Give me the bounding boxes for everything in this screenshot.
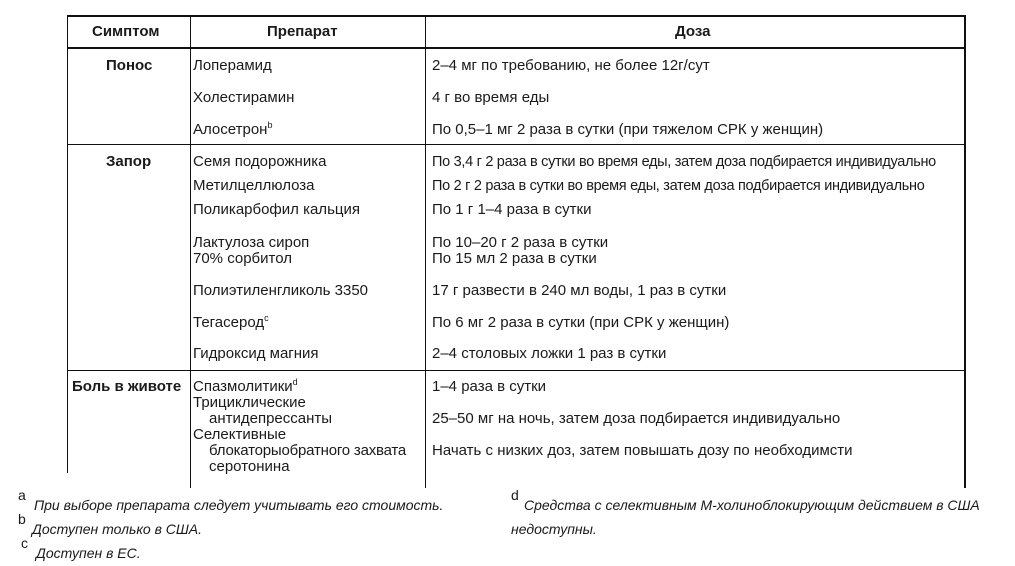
- drug-magnesium-hydroxide: Гидроксид магния: [193, 345, 319, 362]
- drug-ssri-line3: серотонина: [209, 458, 290, 475]
- drug-ssri-line2: блокаторыобратного захвата: [209, 442, 407, 459]
- footnote-mark-a: a: [18, 487, 26, 503]
- group-divider-2: [67, 370, 966, 371]
- drug-ssri-line1: Селективные: [193, 426, 287, 443]
- group-divider-1: [67, 144, 966, 145]
- drug-antispasmodics: Спазмолитики$^d$: [193, 377, 298, 395]
- footnote-mark-d: d: [511, 487, 519, 503]
- dose-alosetron: По 0,5–1 мг 2 раза в сутки (при тяжелом СРК у женщин): [432, 121, 824, 138]
- drug-sorbitol: 70% сорбитол: [193, 250, 292, 267]
- footnote-a: При выборе препарата следует учитывать его стоимость.: [34, 497, 444, 513]
- footnote-mark-b: b: [18, 511, 26, 527]
- header-bottom-rule: [67, 47, 966, 49]
- drug-methylcellulose: Метилцеллюлоза: [193, 177, 315, 194]
- col-divider-1: [190, 15, 191, 488]
- footnote-d-line1: Средства с селективным М-холиноблокирующим действием в США: [524, 497, 980, 513]
- symptom-abdominal-pain: Боль в животе: [72, 378, 182, 395]
- table-left-border: [67, 15, 68, 473]
- drug-table: [67, 15, 966, 488]
- symptom-diarrhea: Понос: [106, 57, 153, 74]
- symptom-constipation: Запор: [106, 153, 152, 170]
- drug-tegaserod: Тегасерод$^c$: [193, 313, 269, 331]
- col-divider-2: [425, 15, 426, 488]
- drug-loperamide: Лоперамид: [193, 57, 272, 74]
- footnote-mark-c: c: [21, 535, 28, 551]
- drug-peg-3350: Полиэтиленгликоль 3350: [193, 282, 368, 299]
- dose-tca: 25–50 мг на ночь, затем доза подбирается индивидуально: [432, 410, 841, 427]
- footnote-d-line2: недоступны.: [511, 521, 597, 537]
- dose-peg-3350: 17 г развести в 240 мл воды, 1 раз в сутки: [432, 282, 727, 299]
- drug-cholestyramine: Холестирамин: [193, 89, 295, 106]
- header-dose: Доза: [675, 23, 711, 40]
- drug-calcium-polycarbophil: Поликарбофил кальция: [193, 201, 360, 218]
- dose-ssri: Начать с низких доз, затем повышать дозу по необходимсти: [432, 442, 853, 459]
- footnote-b: Доступен только в США.: [32, 521, 203, 537]
- drug-lactulose: Лактулоза сироп: [193, 234, 310, 251]
- dose-loperamide: 2–4 мг по требованию, не более 12г/сут: [432, 57, 710, 74]
- dose-methylcellulose: По 2 г 2 раза в сутки во время еды, затем доза подбирается индивидуально: [432, 178, 925, 194]
- header-symptom: Симптом: [92, 23, 160, 40]
- dose-antispasmodics: 1–4 раза в сутки: [432, 378, 547, 395]
- footnote-c: Доступен в ЕС.: [36, 545, 141, 561]
- dose-psyllium: По 3,4 г 2 раза в сутки во время еды, затем доза подбирается индивидуально: [432, 154, 936, 170]
- dose-calcium-polycarbophil: По 1 г 1–4 раза в сутки: [432, 201, 592, 218]
- table-top-border: [67, 15, 966, 17]
- dose-sorbitol: По 15 мл 2 раза в сутки: [432, 250, 597, 267]
- header-drug: Препарат: [267, 23, 338, 40]
- dose-tegaserod: По 6 мг 2 раза в сутки (при СРК у женщин): [432, 314, 730, 331]
- dose-magnesium-hydroxide: 2–4 столовых ложки 1 раз в сутки: [432, 345, 667, 362]
- dose-cholestyramine: 4 г во время еды: [432, 89, 550, 106]
- drug-psyllium: Семя подорожника: [193, 153, 327, 170]
- drug-alosetron: Алосетрон$^b$: [193, 120, 273, 138]
- dose-lactulose: По 10–20 г 2 раза в сутки: [432, 234, 609, 251]
- table-right-border: [964, 15, 966, 488]
- drug-tca-line2: антидепрессанты: [209, 410, 333, 427]
- drug-tca-line1: Трициклические: [193, 394, 306, 411]
